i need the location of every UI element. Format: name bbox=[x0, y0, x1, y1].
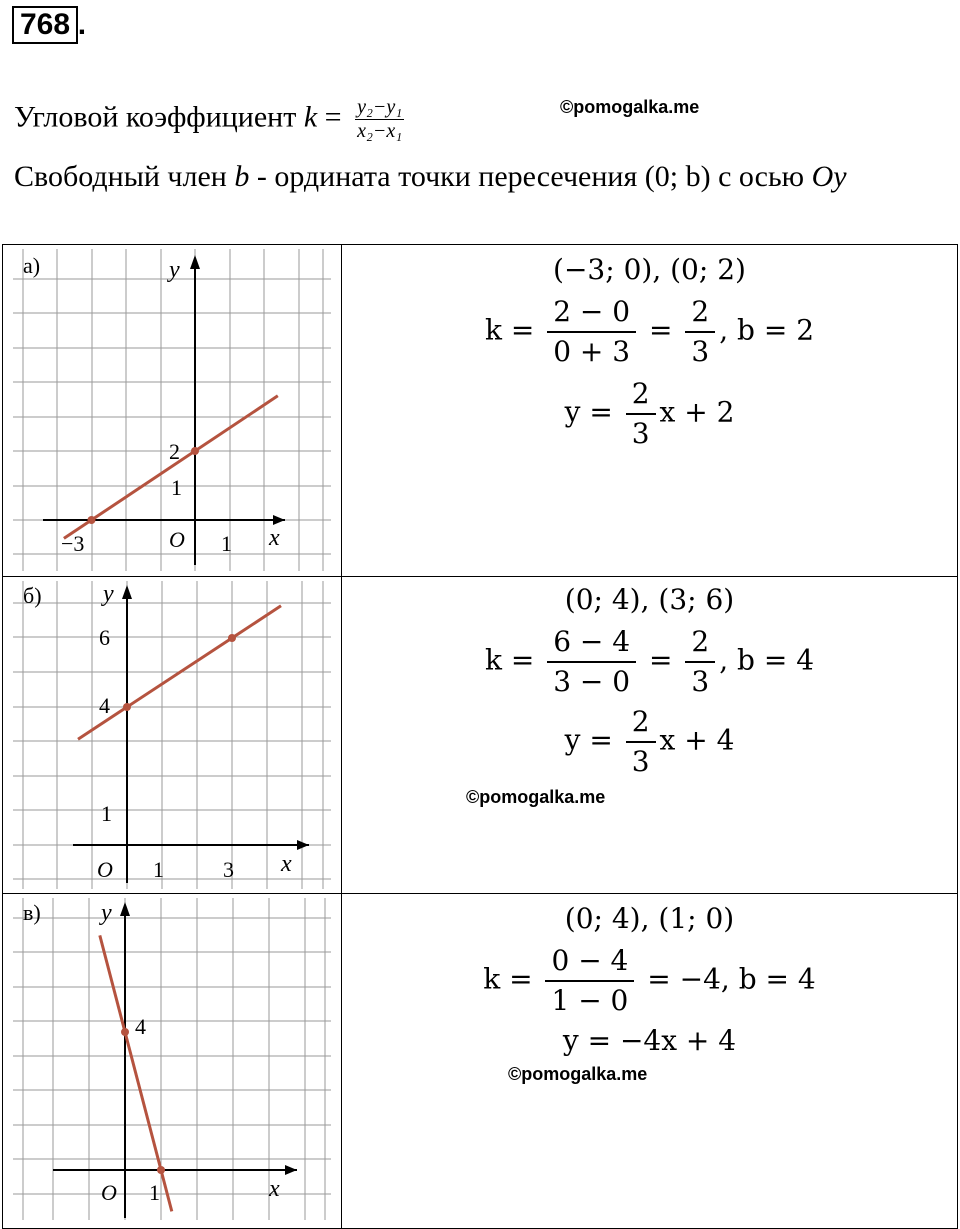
tick-label-y2: 2 bbox=[169, 439, 180, 464]
problem-number: 768 . bbox=[12, 6, 78, 44]
x-axis-label: x bbox=[269, 1176, 280, 1202]
intercept-definition: Свободный член b - ордината точки пересечения (0; b) с осью Oy bbox=[14, 160, 847, 193]
data-point bbox=[157, 1166, 165, 1174]
watermark: ©pomogalka.me bbox=[560, 97, 700, 117]
data-point bbox=[228, 634, 236, 642]
watermark: ©pomogalka.me bbox=[466, 787, 606, 807]
points-line-a: (−3; 0), (0; 2) bbox=[553, 253, 746, 286]
slope-line-c: k = $\frac{0 - 4}{1 - 0}$ = −4, b = 4 bbox=[483, 944, 816, 1017]
tick-label-x3: 3 bbox=[223, 857, 234, 882]
y-axis-arrow bbox=[190, 255, 200, 269]
data-point bbox=[88, 516, 96, 524]
equation-line-a: y = $\frac{2}{3}$ x + 2 bbox=[564, 377, 735, 450]
equation-line-b: y = $\frac{2}{3}$ x + 4 bbox=[564, 705, 735, 778]
part-label-c: в) bbox=[23, 900, 41, 925]
tick-label-y4: 4 bbox=[135, 1014, 146, 1039]
data-point bbox=[121, 1028, 129, 1036]
graph-c bbox=[3, 894, 341, 1224]
origin-label: O bbox=[169, 527, 185, 552]
graph-cell-c bbox=[3, 894, 342, 1229]
part-label-a: а) bbox=[23, 253, 41, 278]
tick-label-y4: 4 bbox=[99, 693, 110, 718]
graph-a bbox=[3, 245, 341, 572]
solution-row-b bbox=[3, 577, 958, 894]
solution-cell-b bbox=[342, 577, 958, 894]
tick-label-x1: 1 bbox=[153, 857, 164, 882]
data-point bbox=[123, 703, 131, 711]
slope-definition: Угловой коэффициент k = $\frac{\text{y₂−y₁}}{\text{x₂−x₁}}$ bbox=[14, 96, 403, 142]
origin-label: O bbox=[101, 1180, 117, 1205]
points-line-b: (0; 4), (3; 6) bbox=[564, 583, 735, 616]
grid-c bbox=[13, 898, 331, 1220]
graph-cell-b bbox=[3, 577, 342, 894]
equation-line-c: y = −4x + 4 bbox=[562, 1024, 737, 1057]
y-axis-label: y bbox=[101, 900, 112, 926]
tick-label-neg3: −3 bbox=[61, 531, 85, 556]
solution-row-c bbox=[3, 894, 958, 1229]
data-point bbox=[191, 447, 199, 455]
tick-label-x1: 1 bbox=[149, 1180, 160, 1205]
y-axis-label: y bbox=[103, 581, 114, 607]
solution-cell-c bbox=[342, 894, 958, 1229]
x-axis-label: x bbox=[281, 851, 292, 877]
y-axis-arrow bbox=[122, 585, 132, 599]
tick-label-y1: 1 bbox=[171, 475, 182, 500]
graph-b bbox=[3, 577, 341, 889]
slope-line-a: k = $\frac{2 - 0}{0 + 3}$ = $\frac{2}{3}$ , b = 2 bbox=[484, 295, 815, 368]
x-axis-label: x bbox=[269, 525, 280, 551]
grid-a bbox=[13, 249, 331, 571]
solution-table bbox=[2, 244, 958, 1229]
y-axis-arrow bbox=[120, 902, 130, 916]
tick-label-y1: 1 bbox=[101, 801, 112, 826]
graph-cell-a bbox=[3, 245, 342, 577]
watermark: ©pomogalka.me bbox=[508, 1064, 648, 1084]
grid-b bbox=[13, 581, 331, 889]
y-axis-label: y bbox=[169, 257, 180, 283]
tick-label-x1: 1 bbox=[221, 531, 232, 556]
origin-label: O bbox=[97, 857, 113, 882]
x-axis-arrow bbox=[273, 515, 285, 525]
slope-line-b: k = $\frac{6 - 4}{3 - 0}$ = $\frac{2}{3}$ , b = 4 bbox=[484, 625, 815, 698]
x-axis-arrow bbox=[297, 840, 309, 850]
tick-label-y6: 6 bbox=[99, 625, 110, 650]
slope-fraction: $\frac{\text{y₂−y₁}}{\text{x₂−x₁}}$ bbox=[357, 96, 403, 142]
solution-row-a bbox=[3, 245, 958, 577]
solution-cell-a bbox=[342, 245, 958, 577]
part-label-b: б) bbox=[23, 583, 42, 608]
points-line-c: (0; 4), (1; 0) bbox=[564, 902, 735, 935]
x-axis-arrow bbox=[285, 1165, 297, 1175]
